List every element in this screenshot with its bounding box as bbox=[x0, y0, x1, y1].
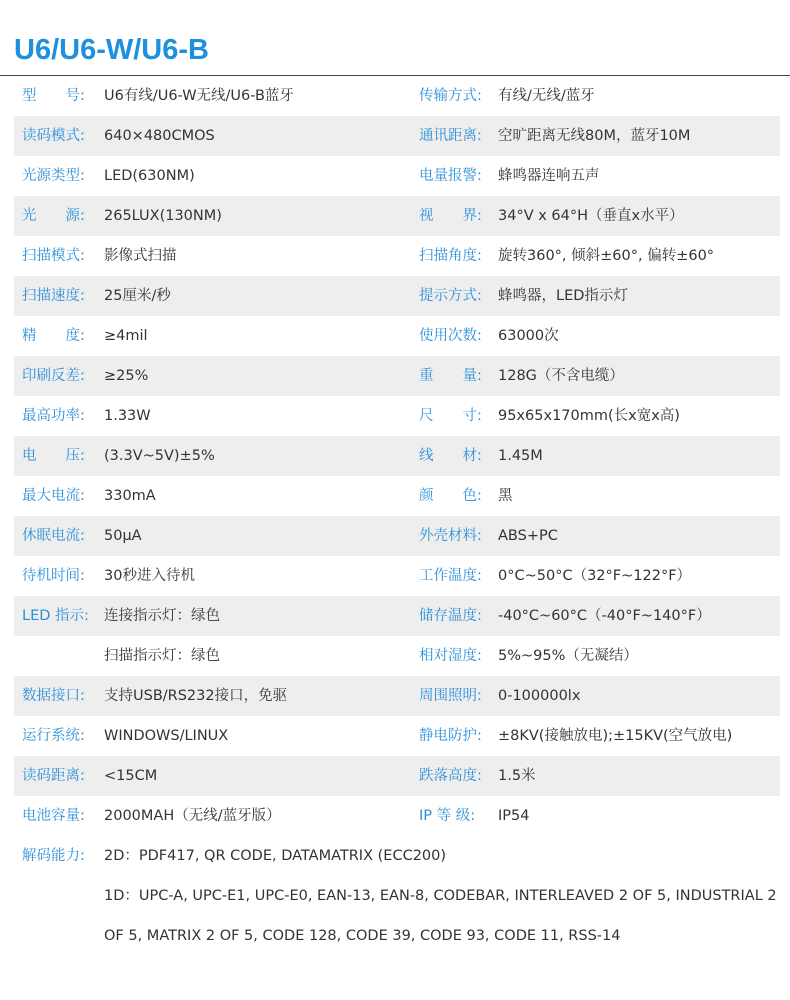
decode-1d-text-continued: OF 5, MATRIX 2 OF 5, CODE 128, CODE 39, CODE 93, CODE 11, RSS-14 bbox=[104, 928, 621, 944]
spec-label: 线 材: bbox=[419, 448, 482, 464]
spec-label: 光源类型: bbox=[22, 168, 85, 184]
spec-label: 待机时间: bbox=[22, 568, 85, 584]
spec-row bbox=[14, 636, 780, 676]
spec-value: 蜂鸣器，LED指示灯 bbox=[498, 288, 628, 304]
spec-label: 颜 色: bbox=[419, 488, 482, 504]
spec-label: 印刷反差: bbox=[22, 368, 85, 384]
spec-value: LED(630NM) bbox=[104, 168, 195, 184]
spec-label: 最大电流: bbox=[22, 488, 85, 504]
decode-row bbox=[14, 916, 780, 956]
spec-label: 扫描模式: bbox=[22, 248, 85, 264]
spec-value: 0°C~50°C（32°F~122°F） bbox=[498, 568, 692, 584]
spec-value: -40°C~60°C（-40°F~140°F） bbox=[498, 608, 711, 624]
spec-label: 静电防护: bbox=[419, 728, 482, 744]
spec-label: 周围照明: bbox=[419, 688, 482, 704]
spec-value: 0-100000lx bbox=[498, 688, 581, 704]
spec-label: 跌落高度: bbox=[419, 768, 482, 784]
spec-value: (3.3V~5V)±5% bbox=[104, 448, 215, 464]
spec-value: 63000次 bbox=[498, 328, 559, 344]
spec-row bbox=[14, 316, 780, 356]
spec-row bbox=[14, 476, 780, 516]
spec-value: ±8KV(接触放电);±15KV(空气放电) bbox=[498, 728, 733, 744]
spec-label: 休眠电流: bbox=[22, 528, 85, 544]
spec-value: 空旷距离无线80M，蓝牙10M bbox=[498, 128, 691, 144]
spec-row bbox=[14, 356, 780, 396]
spec-label: 电量报警: bbox=[419, 168, 482, 184]
spec-value: 50μA bbox=[104, 528, 142, 544]
spec-value: <15CM bbox=[104, 768, 158, 784]
spec-label: 电池容量: bbox=[22, 808, 85, 824]
spec-row bbox=[14, 116, 780, 156]
spec-value: 128G（不含电缆） bbox=[498, 368, 624, 384]
spec-row bbox=[14, 676, 780, 716]
spec-value: WINDOWS/LINUX bbox=[104, 728, 229, 744]
spec-label: IP 等 级: bbox=[419, 808, 476, 824]
spec-value: 蜂鸣器连响五声 bbox=[498, 168, 600, 184]
spec-label: 外壳材料: bbox=[419, 528, 482, 544]
spec-value: 影像式扫描 bbox=[104, 248, 177, 264]
spec-row bbox=[14, 276, 780, 316]
spec-value: 黑 bbox=[498, 488, 513, 504]
spec-row bbox=[14, 196, 780, 236]
spec-label: 尺 寸: bbox=[419, 408, 482, 424]
spec-row bbox=[14, 556, 780, 596]
spec-label: 最高功率: bbox=[22, 408, 85, 424]
decode-label: 解码能力: bbox=[22, 848, 85, 864]
decode-row bbox=[14, 876, 780, 916]
spec-value: 95x65x170mm(长x宽x高) bbox=[498, 408, 680, 424]
spec-row bbox=[14, 396, 780, 436]
spec-label: 读码距离: bbox=[22, 768, 85, 784]
page-title: U6/U6-W/U6-B bbox=[14, 34, 209, 66]
decode-2d-text: 2D：PDF417, QR CODE, DATAMATRIX (ECC200) bbox=[104, 848, 447, 864]
spec-label: 相对湿度: bbox=[419, 648, 482, 664]
spec-label: 工作温度: bbox=[419, 568, 482, 584]
decode-row bbox=[14, 836, 780, 876]
spec-value: IP54 bbox=[498, 808, 530, 824]
spec-value: 有线/无线/蓝牙 bbox=[498, 88, 595, 104]
spec-value: 2000MAH（无线/蓝牙版） bbox=[104, 808, 281, 824]
spec-value: 连接指示灯：绿色 bbox=[104, 608, 220, 624]
spec-value: 支持USB/RS232接口，免驱 bbox=[104, 688, 288, 704]
spec-label: 视 界: bbox=[419, 208, 482, 224]
spec-label: 光 源: bbox=[22, 208, 85, 224]
spec-value: 30秒进入待机 bbox=[104, 568, 195, 584]
decode-1d-text: 1D：UPC-A, UPC-E1, UPC-E0, EAN-13, EAN-8, CODEBAR, INTERLEAVED 2 OF 5, INDUSTRIAL 2 bbox=[104, 888, 777, 904]
spec-value: 34°V x 64°H（垂直x水平） bbox=[498, 208, 684, 224]
spec-value: 5%~95%（无凝结） bbox=[498, 648, 638, 664]
spec-row bbox=[14, 756, 780, 796]
spec-row bbox=[14, 76, 780, 116]
spec-label: 运行系统: bbox=[22, 728, 85, 744]
spec-label: 通讯距离: bbox=[419, 128, 482, 144]
spec-value: U6有线/U6-W无线/U6-B蓝牙 bbox=[104, 88, 294, 104]
spec-label: 重 量: bbox=[419, 368, 482, 384]
spec-label: 电 压: bbox=[22, 448, 85, 464]
spec-value: 265LUX(130NM) bbox=[104, 208, 222, 224]
spec-row bbox=[14, 236, 780, 276]
spec-label: 精 度: bbox=[22, 328, 85, 344]
spec-value: 扫描指示灯：绿色 bbox=[104, 648, 220, 664]
spec-row bbox=[14, 436, 780, 476]
spec-label: 型 号: bbox=[22, 88, 85, 104]
spec-value: 1.5米 bbox=[498, 768, 536, 784]
spec-row bbox=[14, 796, 780, 836]
spec-value: 330mA bbox=[104, 488, 156, 504]
spec-value: 640×480CMOS bbox=[104, 128, 215, 144]
spec-label: 传输方式: bbox=[419, 88, 482, 104]
spec-label: 使用次数: bbox=[419, 328, 482, 344]
spec-row bbox=[14, 516, 780, 556]
spec-label: 提示方式: bbox=[419, 288, 482, 304]
spec-value: ≥4mil bbox=[104, 328, 148, 344]
spec-row bbox=[14, 596, 780, 636]
spec-value: 1.33W bbox=[104, 408, 151, 424]
spec-label: 储存温度: bbox=[419, 608, 482, 624]
spec-label: 扫描角度: bbox=[419, 248, 482, 264]
spec-value: 1.45M bbox=[498, 448, 543, 464]
spec-label: 扫描速度: bbox=[22, 288, 85, 304]
spec-value: ≥25% bbox=[104, 368, 149, 384]
spec-value: 旋转360°, 倾斜±60°, 偏转±60° bbox=[498, 248, 715, 264]
spec-value: 25厘米/秒 bbox=[104, 288, 171, 304]
spec-value: ABS+PC bbox=[498, 528, 558, 544]
spec-row bbox=[14, 156, 780, 196]
spec-row bbox=[14, 716, 780, 756]
spec-label: 数据接口: bbox=[22, 688, 85, 704]
spec-label: LED 指示: bbox=[22, 608, 89, 624]
spec-label: 读码模式: bbox=[22, 128, 85, 144]
spec-table bbox=[14, 76, 780, 956]
